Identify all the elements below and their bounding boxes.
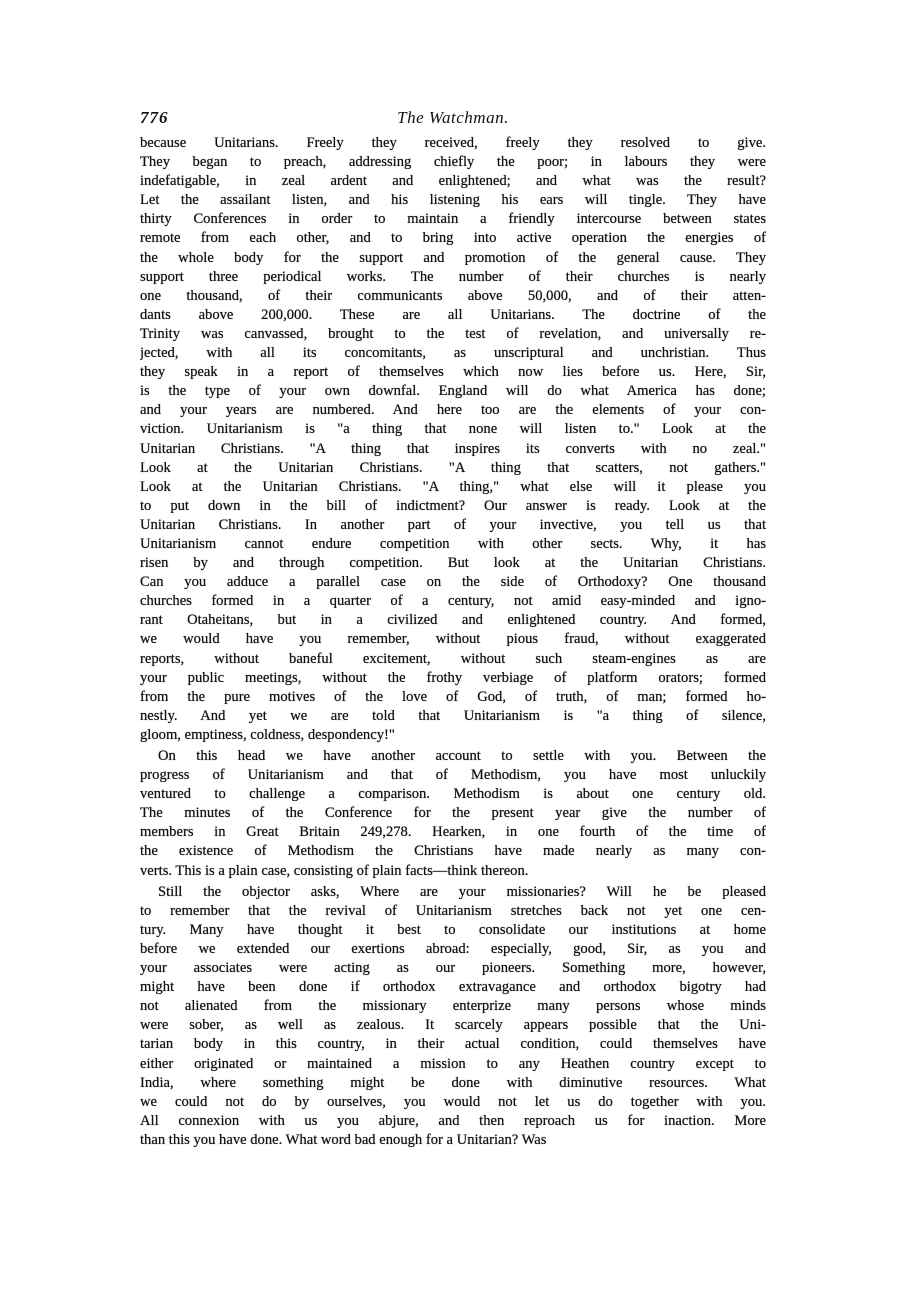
text-line: Unitarian Christians. "A thing that inspires its converts with no zeal."	[140, 440, 766, 457]
text-line: support three periodical works. The number of their churches is nearly	[140, 268, 766, 285]
text-line: All connexion with us you abjure, and then reproach us for inaction. More	[140, 1112, 766, 1129]
text-line: ventured to challenge a comparison. Methodism is about one century old.	[140, 786, 766, 803]
text-line: to remember that the revival of Unitarianism stretches back not yet one cen-	[140, 902, 766, 919]
text-line: Still the objector asks, Where are your missionaries? Will he be pleased	[158, 883, 766, 900]
text-line: gloom, emptiness, coldness, despondency!"	[140, 726, 395, 743]
text-line: viction. Unitarianism is "a thing that none will listen to." Look at the	[140, 421, 766, 438]
text-line: Let the assailant listen, and his listening his ears will tingle. They have	[140, 192, 766, 209]
running-title: The Watchman.	[397, 108, 509, 127]
text-line: They began to preach, addressing chiefly the poor; in labours they were	[140, 154, 766, 171]
text-line: they speak in a report of themselves which now lies before us. Here, Sir,	[140, 364, 766, 381]
text-line: indefatigable, in zeal ardent and enlightened; and what was the result?	[140, 173, 766, 190]
text-line: Can you adduce a parallel case on the side of Orthodoxy? One thousand	[140, 574, 766, 591]
page-number: 776	[140, 108, 169, 127]
text-line: nestly. And yet we are told that Unitarianism is "a thing of silence,	[140, 707, 766, 724]
paragraph-intro	[140, 134, 766, 745]
text-line: either originated or maintained a mission to any Heathen country except to	[140, 1055, 766, 1072]
text-line: tarian body in this country, in their actual condition, could themselves have	[140, 1036, 766, 1053]
text-line: is the type of your own downfal. England will do what America has done;	[140, 383, 766, 400]
text-line: before we extended our exertions abroad: especially, good, Sir, as you and	[140, 940, 766, 957]
text-line: your public meetings, without the frothy verbiage of platform orators; formed	[140, 669, 766, 686]
text-line: reports, without baneful excitement, without such steam-engines as are	[140, 650, 766, 667]
text-line: the whole body for the support and promotion of the general cause. They	[140, 249, 766, 266]
paragraph-methodism	[140, 747, 766, 881]
text-line: members in Great Britain 249,278. Hearken, in one fourth of the time of	[140, 824, 766, 841]
text-line: risen by and through competition. But look at the Unitarian Christians.	[140, 555, 766, 572]
text-line: and your years are numbered. And here too are the elements of your con-	[140, 402, 766, 419]
text-line: were sober, as well as zealous. It scarcely appears possible that the Uni-	[140, 1017, 766, 1034]
text-line: Trinity was canvassed, brought to the test of revelation, and universally re-	[140, 325, 766, 342]
text-line: one thousand, of their communicants above 50,000, and of their atten-	[140, 287, 766, 304]
text-line: The minutes of the Conference for the present year give the number of	[140, 805, 766, 822]
text-line: tury. Many have thought it best to consolidate our institutions at home	[140, 921, 766, 938]
text-line: India, where something might be done with diminutive resources. What	[140, 1074, 766, 1091]
text-line: than this you have done. What word bad enough for a Unitarian? Was	[140, 1131, 547, 1148]
text-line: On this head we have another account to settle with you. Between the	[158, 748, 766, 764]
text-line: might have been done if orthodox extravagance and orthodox bigotry had	[140, 979, 766, 996]
page-header	[140, 108, 766, 132]
text-line: we could not do by ourselves, you would not let us do together with you.	[140, 1093, 766, 1110]
text-line: Unitarianism cannot endure competition with other sects. Why, it has	[140, 535, 766, 552]
text-line: we would have you remember, without pious fraud, without exaggerated	[140, 631, 766, 648]
body-text	[140, 134, 766, 1150]
text-line: Look at the Unitarian Christians. "A thing," what else will it please you	[140, 478, 766, 495]
text-line: jected, with all its concomitants, as unscriptural and unchristian. Thus	[140, 345, 766, 362]
text-line: progress of Unitarianism and that of Methodism, you have most unluckily	[140, 767, 766, 784]
text-line: to put down in the bill of indictment? Our answer is ready. Look at the	[140, 497, 766, 514]
text-line: the existence of Methodism the Christians have made nearly as many con-	[140, 843, 766, 860]
text-line: verts. This is a plain case, consisting of plain facts—think thereon.	[140, 862, 529, 879]
text-line: churches formed in a quarter of a century, not amid easy-minded and igno-	[140, 593, 766, 610]
text-line: dants above 200,000. These are all Unitarians. The doctrine of the	[140, 306, 766, 323]
text-line: your associates were acting as our pioneers. Something more, however,	[140, 960, 766, 977]
text-line: thirty Conferences in order to maintain a friendly intercourse between states	[140, 211, 766, 228]
text-line: rant Otaheitans, but in a civilized and enlightened country. And formed,	[140, 612, 766, 629]
text-line: Unitarian Christians. In another part of your invective, you tell us that	[140, 516, 766, 533]
paragraph-missionaries	[140, 883, 766, 1150]
text-line: not alienated from the missionary enterprize many persons whose minds	[140, 998, 766, 1015]
text-line: from the pure motives of the love of God, of truth, of man; formed ho-	[140, 688, 766, 705]
text-line: Look at the Unitarian Christians. "A thing that scatters, not gathers."	[140, 459, 766, 476]
text-line: because Unitarians. Freely they received, freely they resolved to give.	[140, 135, 766, 151]
text-line: remote from each other, and to bring into active operation the energies of	[140, 230, 766, 247]
